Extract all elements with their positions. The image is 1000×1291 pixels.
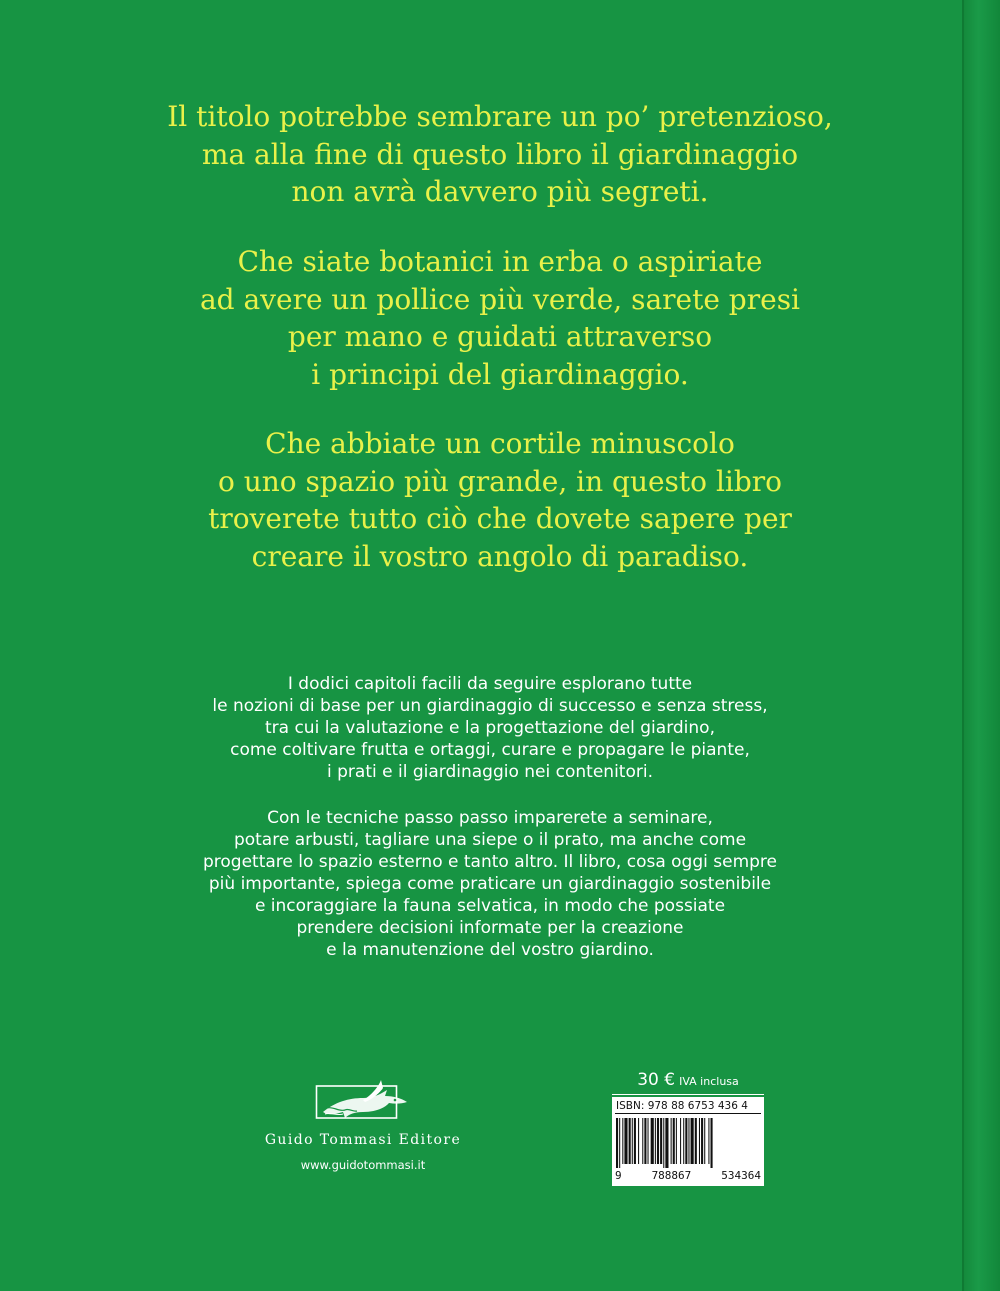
barcode-bar bbox=[685, 1118, 687, 1164]
intro-line: Che abbiate un cortile minuscolo bbox=[265, 427, 735, 460]
body-line: e incoraggiare la fauna selvatica, in modo che possiate bbox=[254, 896, 726, 916]
barcode-bar bbox=[655, 1118, 656, 1164]
barcode-bar bbox=[671, 1118, 672, 1164]
barcode-bar bbox=[660, 1118, 662, 1164]
intro-paragraph-1 bbox=[0, 98, 1000, 211]
price-amount: 30 € bbox=[637, 1070, 676, 1090]
barcode-bar bbox=[642, 1118, 643, 1164]
body-line: Con le tecniche passo passo imparerete a seminare, bbox=[267, 808, 713, 828]
description-paragraph-1 bbox=[0, 673, 980, 783]
intro-line: ad avere un pollice più verde, sarete presi bbox=[199, 282, 801, 316]
isbn-box bbox=[612, 1097, 764, 1186]
intro-line: troverete tutto ciò che dovete sapere per bbox=[208, 502, 792, 535]
intro-line: i principi del giardinaggio. bbox=[311, 357, 689, 391]
barcode-digit-group: 9 bbox=[615, 1169, 622, 1182]
barcode-bar bbox=[629, 1118, 631, 1164]
barcode-bar bbox=[632, 1118, 633, 1164]
price-barcode-block bbox=[612, 1070, 764, 1186]
barcode-bar bbox=[619, 1118, 620, 1168]
intro-line: o uno spazio più grande, in questo libro bbox=[217, 464, 783, 498]
intro-line: non avrà davvero più segreti. bbox=[291, 175, 709, 208]
barcode-bar bbox=[704, 1118, 705, 1164]
barcode-bar bbox=[657, 1118, 659, 1164]
barcode-bar bbox=[680, 1118, 681, 1164]
publisher-block bbox=[238, 1078, 488, 1172]
barcode-bar bbox=[616, 1118, 618, 1168]
publisher-name: Guido Tommasi Editore bbox=[264, 1132, 462, 1148]
body-line: I dodici capitoli facili da seguire esplorano tutte bbox=[287, 674, 693, 694]
body-line: progettare lo spazio esterno e tanto altro. Il libro, cosa oggi sempre bbox=[202, 852, 778, 872]
intro-line: Che siate botanici in erba o aspiriate bbox=[237, 245, 763, 278]
barcode-bar bbox=[673, 1118, 675, 1164]
barcode-bar bbox=[708, 1118, 709, 1164]
barcode-digits bbox=[615, 1169, 761, 1182]
description-paragraph-2 bbox=[0, 807, 980, 961]
barcode-bar bbox=[651, 1118, 654, 1164]
barcode-bar bbox=[663, 1118, 664, 1168]
barcode-bar bbox=[688, 1118, 689, 1164]
barcode-bar bbox=[691, 1118, 694, 1164]
barcode-bar bbox=[638, 1118, 639, 1164]
barcode-bar bbox=[683, 1118, 684, 1164]
price-label bbox=[612, 1070, 764, 1095]
barcode-bar bbox=[711, 1118, 713, 1168]
body-line: le nozioni di base per un giardinaggio di successo e senza stress, bbox=[212, 696, 768, 716]
barcode-digit-group: 534364 bbox=[721, 1169, 761, 1182]
publisher-url: www.guidotommasi.it bbox=[300, 1158, 426, 1172]
body-line: più importante, spiega come praticare un giardinaggio sostenibile bbox=[208, 874, 772, 894]
body-line: i prati e il giardinaggio nei contenitori. bbox=[327, 762, 653, 782]
intro-line: creare il vostro angolo di paradiso. bbox=[251, 539, 749, 573]
vat-note: IVA inclusa bbox=[679, 1075, 739, 1088]
intro-line: per mano e guidati attraverso bbox=[287, 320, 713, 353]
barcode-bar bbox=[695, 1118, 697, 1164]
intro-line: ma alla fine di questo libro il giardinaggio bbox=[201, 137, 799, 171]
barcode-bar bbox=[676, 1118, 677, 1164]
barcode-bar bbox=[701, 1118, 703, 1164]
barcode-bar bbox=[699, 1118, 700, 1164]
body-line: tra cui la valutazione e la progettazione del giardino, bbox=[264, 718, 715, 738]
body-line: prendere decisioni informate per la creazione bbox=[296, 918, 684, 938]
intro-paragraph-3 bbox=[0, 425, 1000, 575]
barcode-digit-group: 788867 bbox=[651, 1169, 692, 1182]
barcode-bar bbox=[665, 1118, 668, 1168]
barcode bbox=[615, 1118, 761, 1168]
dolphin-icon bbox=[315, 1078, 411, 1124]
body-line: potare arbusti, tagliare una siepe o il prato, ma anche come bbox=[233, 830, 747, 850]
barcode-bar bbox=[648, 1118, 649, 1164]
barcode-bar bbox=[644, 1118, 646, 1164]
isbn-label: ISBN: 978 88 6753 436 4 bbox=[615, 1099, 761, 1114]
intro-paragraph-2 bbox=[0, 243, 1000, 393]
body-line: come coltivare frutta e ortaggi, curare e propagare le piante, bbox=[230, 740, 750, 760]
barcode-bar bbox=[624, 1118, 627, 1164]
intro-line: Il titolo potrebbe sembrare un po’ pretenzioso, bbox=[167, 100, 833, 133]
body-line: e la manutenzione del vostro giardino. bbox=[326, 940, 654, 960]
barcode-bar bbox=[622, 1118, 623, 1164]
barcode-bar bbox=[634, 1118, 636, 1164]
